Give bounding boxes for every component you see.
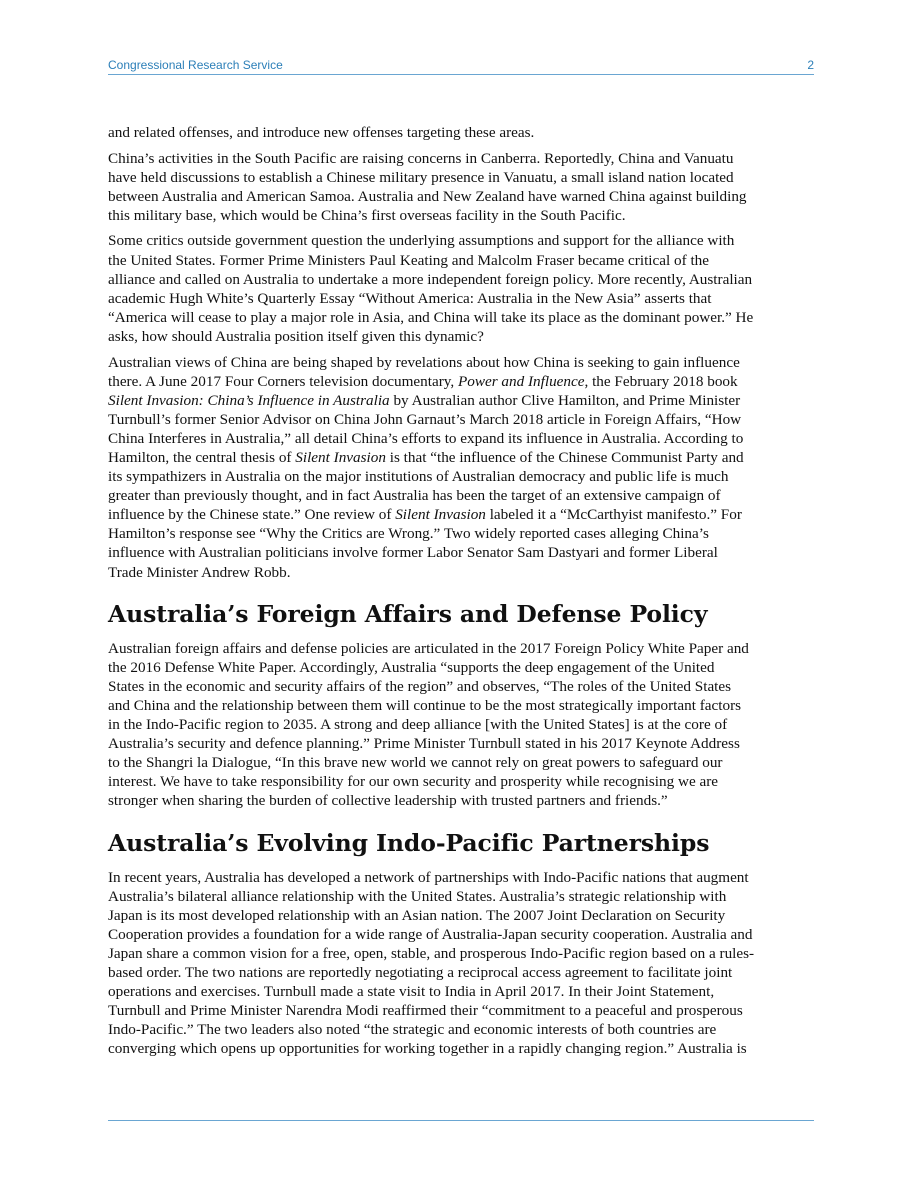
page-header — [108, 58, 814, 75]
text-line — [108, 505, 814, 524]
paragraph-south-pacific — [108, 149, 814, 225]
text-line: this military base, which would be China’s first overseas facility in the South Pacific. — [108, 206, 626, 224]
text-run: Hamilton, the central thesis of — [108, 449, 296, 466]
text-line: Australia’s bilateral alliance relationship with the United States. Australia’s strategic relationship with — [108, 887, 727, 905]
book-title: Silent Invasion — [395, 506, 486, 524]
text-line: converging which opens up opportunities for working together in a rapidly changing region.” Australia is — [108, 1040, 747, 1058]
text-line: and related offenses, and introduce new offenses targeting these areas. — [108, 124, 535, 141]
paragraph-partnerships — [108, 868, 814, 1059]
section-heading-foreign-affairs: Australia’s Foreign Affairs and Defense Policy — [108, 599, 708, 628]
text-line: between Australia and American Samoa. Australia and New Zealand have warned China against building — [108, 187, 747, 205]
text-line: Turnbull’s former Senior Advisor on China John Garnaut’s March 2018 article in Foreign Affairs, “How — [108, 410, 742, 428]
text-line: In recent years, Australia has developed a network of partnerships with Indo-Pacific nations that augment — [108, 868, 749, 886]
section-heading-partnerships: Australia’s Evolving Indo-Pacific Partnerships — [108, 828, 710, 857]
text-line: its sympathizers in Australia on the major institutions of Australian democracy and public life is much — [108, 468, 729, 486]
book-title: Silent Invasion: China’s Influence in Australia — [108, 391, 390, 409]
paragraph-defense-policy — [108, 639, 814, 811]
header-rule — [108, 74, 814, 75]
document-body — [108, 123, 814, 1065]
text-line — [108, 372, 814, 391]
text-run: labeled it a “McCarthyist manifesto.” For — [485, 506, 742, 524]
text-line: Japan is its most developed relationship with an Asian nation. The 2007 Joint Declaration on Security — [108, 906, 726, 924]
text-line: and China and the relationship between them will continue to be the most strategically important factors — [108, 696, 742, 714]
text-line: greater than previously thought, and in fact Australia has been the target of an extensive campaign of — [108, 487, 721, 505]
book-title: Silent Invasion — [295, 449, 386, 466]
documentary-title: Power and Influence — [457, 372, 585, 390]
text-run: by Australian author Clive Hamilton, and Prime Minister — [389, 391, 741, 409]
text-run: , the February 2018 book — [584, 372, 738, 390]
text-run: there. A June 2017 Four Corners television documentary, — [108, 372, 458, 390]
text-line: operations and exercises. Turnbull made a state visit to India in April 2017. In their Joint Statement, — [108, 983, 715, 1001]
text-line: Indo-Pacific.” The two leaders also noted “the strategic and economic interests of both countries are — [108, 1021, 717, 1039]
text-line: Some critics outside government question the underlying assumptions and support for the alliance with — [108, 232, 735, 250]
text-line: China Interferes in Australia,” all detail China’s efforts to expand its influence in Australia. According to — [108, 429, 744, 447]
text-line: have held discussions to establish a Chinese military presence in Vanuatu, a small island nation located — [108, 168, 734, 186]
text-line: in the Indo-Pacific region to 2035. A strong and deep alliance [with the United States] is at the core of — [108, 716, 728, 734]
paragraph-critics — [108, 231, 814, 346]
page-number: 2 — [807, 58, 814, 72]
text-line: Australia’s security and defence planning.” Prime Minister Turnbull stated in his 2017 Keynote Address — [108, 735, 740, 753]
header-source: Congressional Research Service — [108, 58, 283, 72]
paragraph-continuation — [108, 123, 814, 142]
text-line: Trade Minister Andrew Robb. — [108, 563, 291, 581]
text-line: Japan share a common vision for a free, open, stable, and prosperous Indo-Pacific region based on a rules- — [108, 944, 755, 962]
text-line — [108, 448, 814, 467]
text-line: alliance and called on Australia to undertake a more independent foreign policy. More recently, Australian — [108, 270, 753, 288]
text-line: Cooperation provides a foundation for a wide range of Australia-Japan security cooperation. Australia and — [108, 925, 753, 943]
text-line: interest. We have to take responsibility for our own security and prosperity while recognising we are — [108, 773, 719, 791]
text-line: the 2016 Defense White Paper. Accordingly, Australia “supports the deep engagement of the United — [108, 658, 715, 676]
text-run: influence by the Chinese state.” One review of — [108, 506, 396, 524]
text-run: is that “the influence of the Chinese Communist Party and — [385, 449, 744, 466]
text-line: Turnbull and Prime Minister Narendra Modi reaffirmed their “commitment to a peaceful and prosperous — [108, 1002, 743, 1020]
text-line: Hamilton’s response see “Why the Critics are Wrong.” Two widely reported cases alleging China’s — [108, 525, 709, 543]
text-line: academic Hugh White’s Quarterly Essay “Without America: Australia in the New Asia” asserts that — [108, 289, 712, 307]
text-line: influence with Australian politicians involve former Labor Senator Sam Dastyari and former Liberal — [108, 544, 718, 562]
text-line: based order. The two nations are reportedly negotiating a reciprocal access agreement to facilitate joint — [108, 963, 733, 981]
text-line: Australian foreign affairs and defense policies are articulated in the 2017 Foreign Policy White Paper and — [108, 639, 749, 657]
text-line: to the Shangri la Dialogue, “In this brave new world we cannot rely on great powers to safeguard our — [108, 754, 723, 772]
footer-rule — [108, 1120, 814, 1121]
text-line: the United States. Former Prime Ministers Paul Keating and Malcolm Fraser became critical of the — [108, 251, 710, 269]
text-line: Australian views of China are being shaped by revelations about how China is seeking to gain influence — [108, 353, 740, 371]
text-line: States in the economic and security affairs of the region” and observes, “The roles of the United States — [108, 677, 732, 695]
text-line: stronger when sharing the burden of collective leadership with trusted partners and friends.” — [108, 792, 668, 810]
text-line: asks, how should Australia position itself given this dynamic? — [108, 327, 484, 345]
text-line: “America will cease to play a major role in Asia, and China will take its place as the dominant power.” He — [108, 308, 754, 326]
text-line: China’s activities in the South Pacific are raising concerns in Canberra. Reportedly, China and Vanuatu — [108, 149, 734, 167]
text-line — [108, 391, 814, 410]
paragraph-china-influence — [108, 353, 814, 582]
